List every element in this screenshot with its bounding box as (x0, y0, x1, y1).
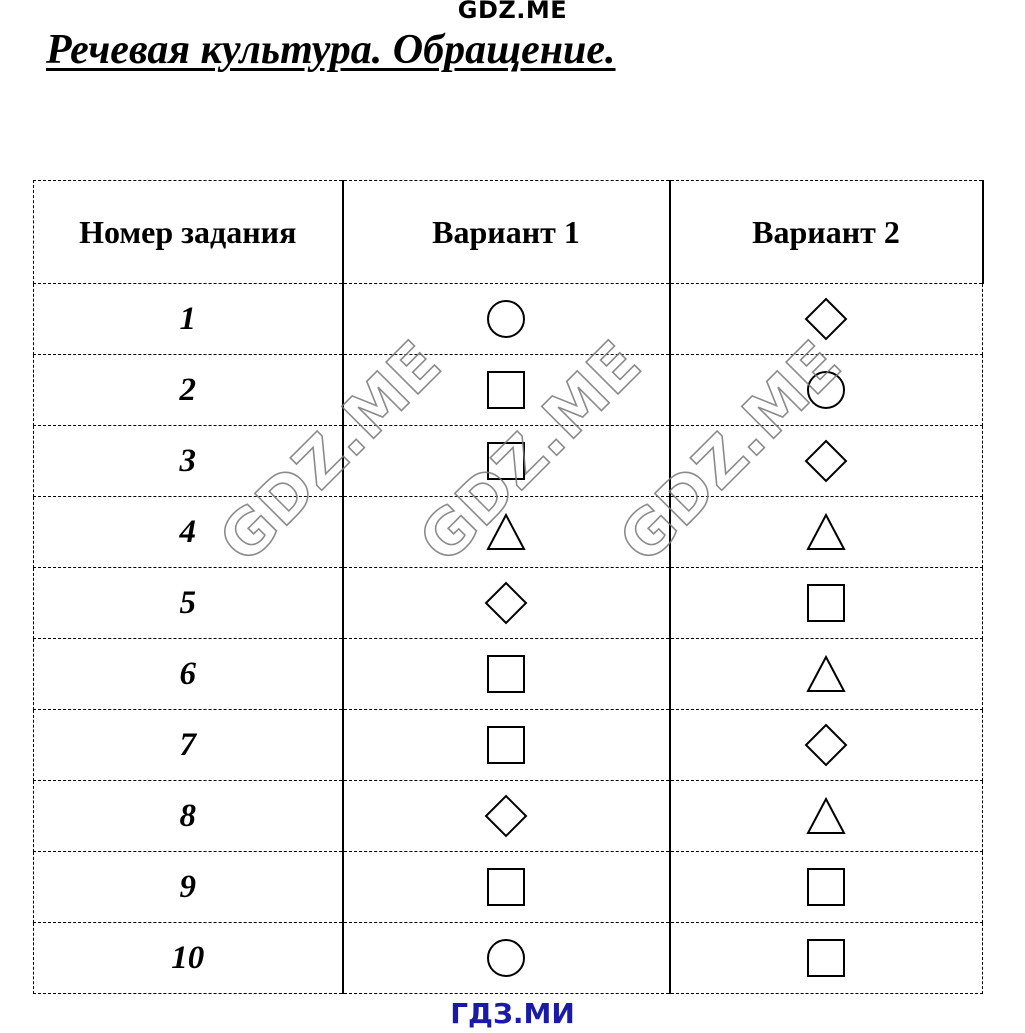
task-number: 2 (34, 355, 343, 426)
circle-icon (485, 937, 527, 979)
variant-1-answer (343, 426, 670, 497)
triangle-icon (805, 654, 847, 694)
triangle-icon (485, 512, 527, 552)
variant-1-answer (343, 568, 670, 639)
variant-2-answer (670, 710, 983, 781)
triangle-icon (805, 796, 847, 836)
square-icon (486, 370, 526, 410)
table-row (34, 710, 983, 781)
variant-1-answer (343, 710, 670, 781)
table-row (34, 852, 983, 923)
square-icon (486, 867, 526, 907)
table-body (34, 284, 983, 994)
variant-1-answer (343, 923, 670, 994)
page-title: Речевая культура. Обращение. (46, 27, 616, 73)
variant-1-answer (343, 781, 670, 852)
variant-2-answer (670, 852, 983, 923)
table-row (34, 639, 983, 710)
footer-link[interactable]: ГДЗ.МИ (450, 997, 575, 1030)
table-row (34, 923, 983, 994)
variant-2-answer (670, 284, 983, 355)
circle-icon (805, 369, 847, 411)
square-icon (806, 938, 846, 978)
variant-2-answer (670, 355, 983, 426)
variant-1-answer (343, 639, 670, 710)
square-icon (486, 441, 526, 481)
variant-2-answer (670, 497, 983, 568)
diamond-icon (483, 580, 529, 626)
table-row (34, 426, 983, 497)
square-icon (806, 867, 846, 907)
table-header-row (34, 181, 983, 284)
diagonal-watermark: GDZ.ME (405, 326, 656, 577)
table-row (34, 568, 983, 639)
top-watermark: GDZ.ME (457, 0, 568, 24)
diamond-icon (803, 438, 849, 484)
task-number: 5 (34, 568, 343, 639)
variant-1-answer (343, 852, 670, 923)
square-icon (486, 654, 526, 694)
diamond-icon (803, 722, 849, 768)
table-row (34, 284, 983, 355)
task-number: 10 (34, 923, 343, 994)
variant-2-answer (670, 781, 983, 852)
variant-2-answer (670, 639, 983, 710)
table-row (34, 497, 983, 568)
task-number: 1 (34, 284, 343, 355)
diamond-icon (483, 793, 529, 839)
diagonal-watermark: GDZ.ME (205, 326, 456, 577)
table-row (34, 355, 983, 426)
diagonal-watermark: GDZ.ME (605, 326, 856, 577)
task-number: 9 (34, 852, 343, 923)
task-number: 6 (34, 639, 343, 710)
diamond-icon (803, 296, 849, 342)
variant-2-answer (670, 923, 983, 994)
variant-1-answer (343, 497, 670, 568)
task-number: 7 (34, 710, 343, 781)
header-variant-2: Вариант 2 (670, 181, 983, 284)
square-icon (806, 583, 846, 623)
task-number: 8 (34, 781, 343, 852)
variant-2-answer (670, 568, 983, 639)
square-icon (486, 725, 526, 765)
variant-2-answer (670, 426, 983, 497)
answers-table (33, 180, 984, 994)
task-number: 4 (34, 497, 343, 568)
triangle-icon (805, 512, 847, 552)
header-task-number: Номер задания (34, 181, 343, 284)
table-row (34, 781, 983, 852)
variant-1-answer (343, 355, 670, 426)
circle-icon (485, 298, 527, 340)
variant-1-answer (343, 284, 670, 355)
header-variant-1: Вариант 1 (343, 181, 670, 284)
task-number: 3 (34, 426, 343, 497)
